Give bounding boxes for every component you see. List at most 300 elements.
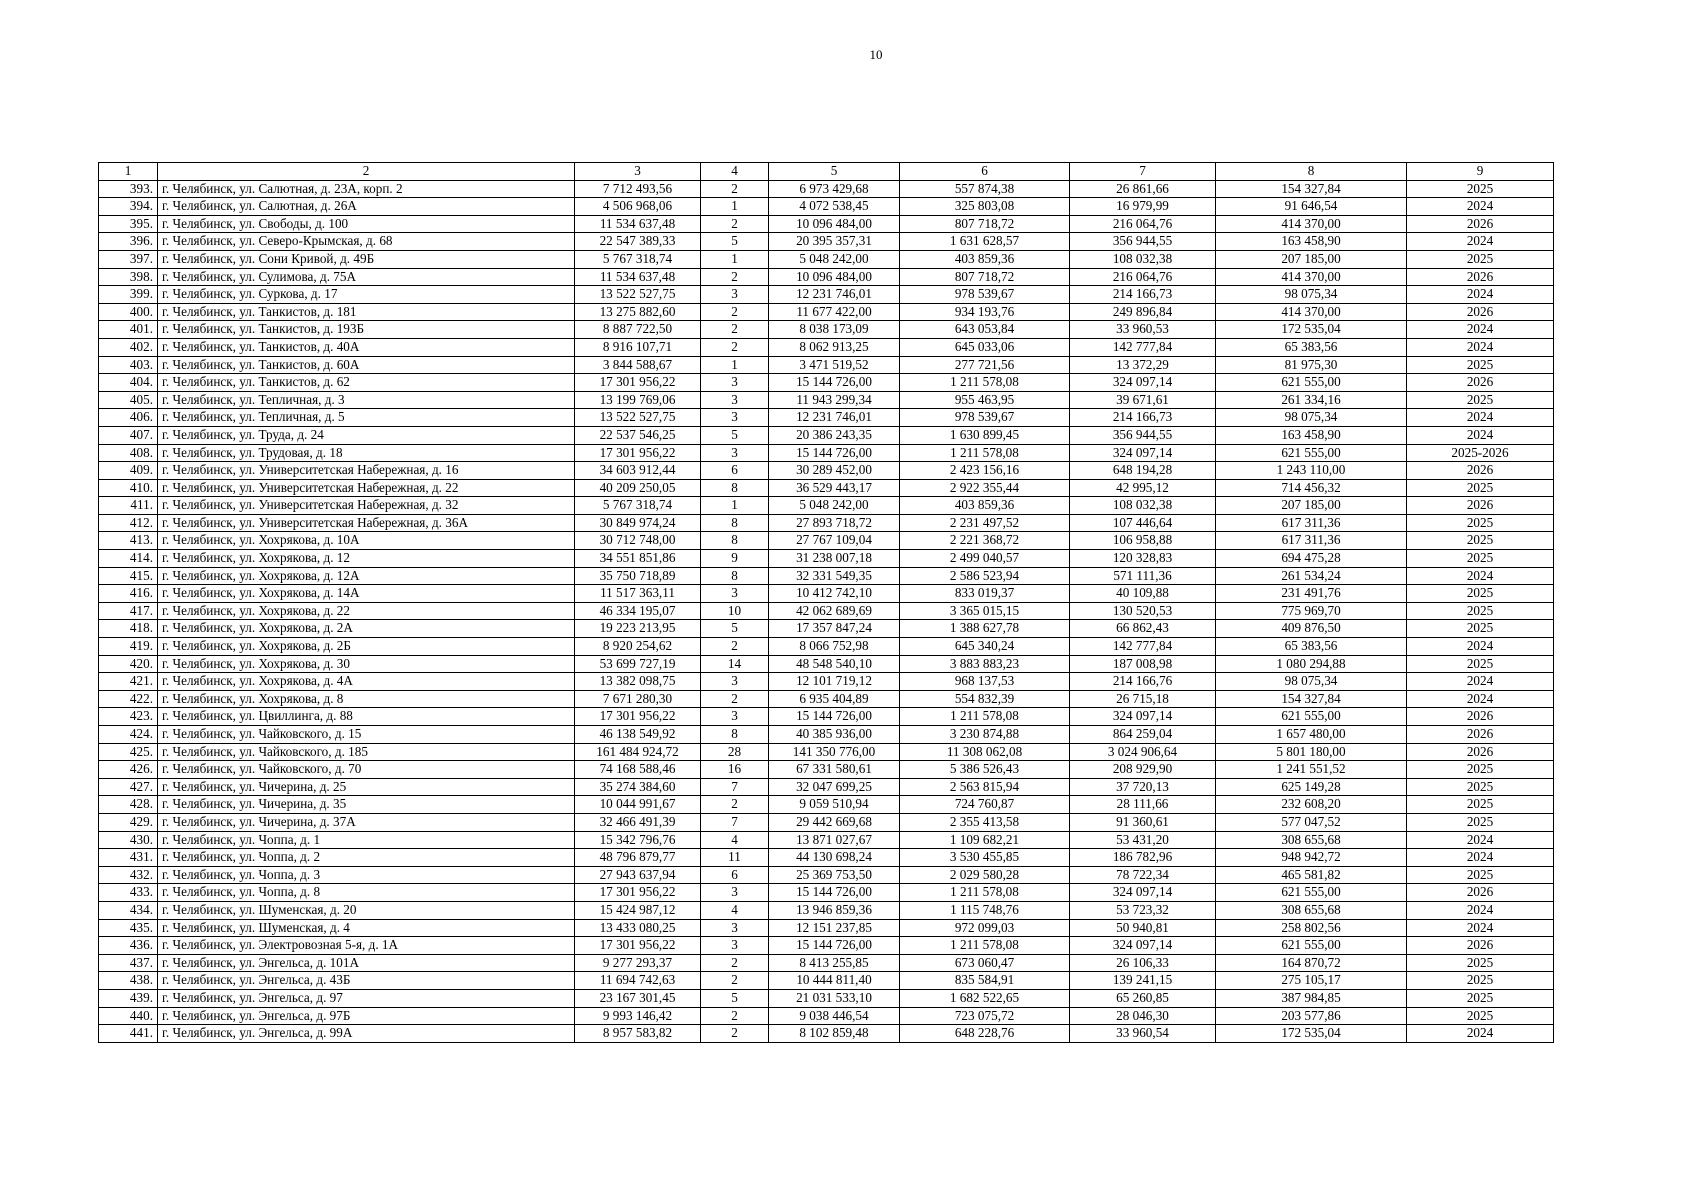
table-cell: 2	[701, 215, 769, 233]
table-row	[99, 233, 1554, 251]
table-cell: 27 893 718,72	[769, 514, 900, 532]
table-cell: 428.	[99, 796, 158, 814]
table-cell: 2	[701, 268, 769, 286]
table-row	[99, 479, 1554, 497]
table-cell: 972 099,03	[900, 919, 1070, 937]
table-row	[99, 1025, 1554, 1043]
table-row	[99, 250, 1554, 268]
table-cell: 2 355 413,58	[900, 813, 1070, 831]
table-row	[99, 866, 1554, 884]
table-cell: 424.	[99, 726, 158, 744]
table-cell: 120 328,83	[1070, 550, 1216, 568]
table-cell: 2026	[1407, 726, 1554, 744]
table-cell: 404.	[99, 374, 158, 392]
table-row	[99, 391, 1554, 409]
table-cell: г. Челябинск, ул. Чоппа, д. 2	[158, 849, 575, 867]
table-row	[99, 743, 1554, 761]
table-cell: 258 802,56	[1216, 919, 1407, 937]
table-cell: 2026	[1407, 268, 1554, 286]
table-cell: 98 075,34	[1216, 673, 1407, 691]
table-cell: 978 539,67	[900, 286, 1070, 304]
table-cell: 139 241,15	[1070, 972, 1216, 990]
table-cell: 434.	[99, 901, 158, 919]
table-cell: 406.	[99, 409, 158, 427]
table-cell: 724 760,87	[900, 796, 1070, 814]
table-cell: 5	[701, 989, 769, 1007]
table-cell: 398.	[99, 268, 158, 286]
table-row	[99, 602, 1554, 620]
table-cell: 3	[701, 919, 769, 937]
table-row	[99, 444, 1554, 462]
table-cell: 621 555,00	[1216, 937, 1407, 955]
table-cell: 11	[701, 849, 769, 867]
table-cell: 164 870,72	[1216, 954, 1407, 972]
table-cell: 3 024 906,64	[1070, 743, 1216, 761]
table-cell: 403 859,36	[900, 497, 1070, 515]
table-row	[99, 268, 1554, 286]
table-cell: 324 097,14	[1070, 884, 1216, 902]
table-cell: г. Челябинск, ул. Танкистов, д. 60А	[158, 356, 575, 374]
table-cell: г. Челябинск, ул. Танкистов, д. 62	[158, 374, 575, 392]
table-cell: г. Челябинск, ул. Энгельса, д. 43Б	[158, 972, 575, 990]
table-cell: 216 064,76	[1070, 268, 1216, 286]
table-cell: 16	[701, 761, 769, 779]
table-cell: 40 385 936,00	[769, 726, 900, 744]
table-cell: 7	[701, 778, 769, 796]
table-cell: 1 630 899,45	[900, 426, 1070, 444]
table-row	[99, 831, 1554, 849]
table-cell: 66 862,43	[1070, 620, 1216, 638]
table-cell: г. Челябинск, ул. Чайковского, д. 185	[158, 743, 575, 761]
table-cell: 397.	[99, 250, 158, 268]
table-cell: 275 105,17	[1216, 972, 1407, 990]
table-cell: 8	[701, 726, 769, 744]
table-cell: 978 539,67	[900, 409, 1070, 427]
table-cell: 78 722,34	[1070, 866, 1216, 884]
table-cell: 17 301 956,22	[575, 444, 701, 462]
table-cell: 2	[701, 1025, 769, 1043]
table-cell: 1 109 682,21	[900, 831, 1070, 849]
table-cell: 12 231 746,01	[769, 286, 900, 304]
table-cell: г. Челябинск, ул. Салютная, д. 26А	[158, 198, 575, 216]
table-cell: 106 958,88	[1070, 532, 1216, 550]
table-cell: 8 038 173,09	[769, 321, 900, 339]
table-cell: 26 106,33	[1070, 954, 1216, 972]
table-cell: 53 699 727,19	[575, 655, 701, 673]
table-row	[99, 321, 1554, 339]
table-row	[99, 972, 1554, 990]
table-cell: г. Челябинск, ул. Чичерина, д. 35	[158, 796, 575, 814]
table-cell: 9	[701, 550, 769, 568]
table-row	[99, 215, 1554, 233]
table-cell: 2 563 815,94	[900, 778, 1070, 796]
table-cell: 5 048 242,00	[769, 250, 900, 268]
column-header: 8	[1216, 163, 1407, 181]
table-cell: 3 844 588,67	[575, 356, 701, 374]
table-cell: г. Челябинск, ул. Хохрякова, д. 14А	[158, 585, 575, 603]
table-cell: г. Челябинск, ул. Тепличная, д. 5	[158, 409, 575, 427]
table-cell: 3	[701, 937, 769, 955]
table-cell: 617 311,36	[1216, 532, 1407, 550]
table-cell: 11 534 637,48	[575, 268, 701, 286]
table-cell: 2025	[1407, 655, 1554, 673]
table-cell: 30 712 748,00	[575, 532, 701, 550]
table-cell: 13 871 027,67	[769, 831, 900, 849]
table-cell: 10 444 811,40	[769, 972, 900, 990]
table-cell: 1	[701, 250, 769, 268]
table-cell: 2024	[1407, 849, 1554, 867]
table-cell: 3	[701, 444, 769, 462]
table-cell: 14	[701, 655, 769, 673]
table-cell: 419.	[99, 638, 158, 656]
table-cell: 20 386 243,35	[769, 426, 900, 444]
table-row	[99, 550, 1554, 568]
table-cell: 387 984,85	[1216, 989, 1407, 1007]
table-cell: 8 887 722,50	[575, 321, 701, 339]
table-cell: 65 383,56	[1216, 638, 1407, 656]
table-cell: 648 194,28	[1070, 462, 1216, 480]
table-cell: 261 334,16	[1216, 391, 1407, 409]
table-cell: 621 555,00	[1216, 884, 1407, 902]
table-cell: 414 370,00	[1216, 268, 1407, 286]
table-row	[99, 919, 1554, 937]
header-row	[99, 163, 1554, 181]
table-cell: 81 975,30	[1216, 356, 1407, 374]
table-cell: 4	[701, 901, 769, 919]
table-cell: 864 259,04	[1070, 726, 1216, 744]
table-cell: 67 331 580,61	[769, 761, 900, 779]
table-cell: 5	[701, 426, 769, 444]
table-cell: 554 832,39	[900, 690, 1070, 708]
table-cell: 557 874,38	[900, 180, 1070, 198]
table-cell: 2024	[1407, 901, 1554, 919]
table-cell: 356 944,55	[1070, 426, 1216, 444]
table-row	[99, 426, 1554, 444]
page-number: 10	[869, 47, 883, 62]
table-cell: 65 383,56	[1216, 338, 1407, 356]
table-cell: 401.	[99, 321, 158, 339]
table-cell: 203 577,86	[1216, 1007, 1407, 1025]
table-cell: 22 537 546,25	[575, 426, 701, 444]
table-cell: 8 102 859,48	[769, 1025, 900, 1043]
table-cell: 161 484 924,72	[575, 743, 701, 761]
table-cell: 7	[701, 813, 769, 831]
table-cell: 438.	[99, 972, 158, 990]
table-cell: 142 777,84	[1070, 638, 1216, 656]
table-cell: 8	[701, 514, 769, 532]
table-cell: 403.	[99, 356, 158, 374]
table-row	[99, 585, 1554, 603]
table-cell: 714 456,32	[1216, 479, 1407, 497]
table-cell: г. Челябинск, ул. Хохрякова, д. 12	[158, 550, 575, 568]
table-cell: г. Челябинск, ул. Хохрякова, д. 2Б	[158, 638, 575, 656]
table-cell: 12 101 719,12	[769, 673, 900, 691]
table-cell: 214 166,73	[1070, 409, 1216, 427]
table-cell: 2024	[1407, 567, 1554, 585]
table-cell: 35 274 384,60	[575, 778, 701, 796]
table-cell: 9 277 293,37	[575, 954, 701, 972]
table-cell: 214 166,76	[1070, 673, 1216, 691]
table-cell: 417.	[99, 602, 158, 620]
table-cell: 414.	[99, 550, 158, 568]
table-cell: 2025	[1407, 514, 1554, 532]
column-header: 3	[575, 163, 701, 181]
table-cell: 37 720,13	[1070, 778, 1216, 796]
table-cell: 27 943 637,94	[575, 866, 701, 884]
table-cell: 2	[701, 1007, 769, 1025]
table-cell: 11 308 062,08	[900, 743, 1070, 761]
table-row	[99, 690, 1554, 708]
table-cell: 8 066 752,98	[769, 638, 900, 656]
table-cell: 9 059 510,94	[769, 796, 900, 814]
table-cell: 409 876,50	[1216, 620, 1407, 638]
table-row	[99, 937, 1554, 955]
table-cell: 30 849 974,24	[575, 514, 701, 532]
table-cell: 2 231 497,52	[900, 514, 1070, 532]
table-cell: 5 767 318,74	[575, 250, 701, 268]
table-cell: 5 386 526,43	[900, 761, 1070, 779]
table-cell: 325 803,08	[900, 198, 1070, 216]
table-cell: 13 372,29	[1070, 356, 1216, 374]
table-cell: 11 677 422,00	[769, 303, 900, 321]
table-cell: 396.	[99, 233, 158, 251]
table-cell: 2 221 368,72	[900, 532, 1070, 550]
table-cell: 833 019,37	[900, 585, 1070, 603]
table-row	[99, 796, 1554, 814]
table-cell: 617 311,36	[1216, 514, 1407, 532]
table-cell: г. Челябинск, ул. Чоппа, д. 1	[158, 831, 575, 849]
table-cell: 44 130 698,24	[769, 849, 900, 867]
table-cell: 3 365 015,15	[900, 602, 1070, 620]
table-body	[99, 180, 1554, 1042]
table-cell: 423.	[99, 708, 158, 726]
column-header: 9	[1407, 163, 1554, 181]
table-cell: 429.	[99, 813, 158, 831]
table-cell: 645 033,06	[900, 338, 1070, 356]
registry-table	[98, 162, 1554, 1043]
table-cell: 439.	[99, 989, 158, 1007]
table-cell: г. Челябинск, ул. Сулимова, д. 75А	[158, 268, 575, 286]
table-cell: г. Челябинск, ул. Северо-Крымская, д. 68	[158, 233, 575, 251]
table-cell: 207 185,00	[1216, 250, 1407, 268]
table-cell: 172 535,04	[1216, 1025, 1407, 1043]
table-cell: 187 008,98	[1070, 655, 1216, 673]
table-cell: 2	[701, 180, 769, 198]
table-cell: 98 075,34	[1216, 286, 1407, 304]
table-cell: 50 940,81	[1070, 919, 1216, 937]
table-cell: 1 211 578,08	[900, 937, 1070, 955]
table-cell: 324 097,14	[1070, 937, 1216, 955]
table-cell: г. Челябинск, ул. Энгельса, д. 97Б	[158, 1007, 575, 1025]
table-cell: г. Челябинск, ул. Энгельса, д. 101А	[158, 954, 575, 972]
table-row	[99, 303, 1554, 321]
table-row	[99, 813, 1554, 831]
table-cell: г. Челябинск, ул. Хохрякова, д. 30	[158, 655, 575, 673]
table-cell: 394.	[99, 198, 158, 216]
table-cell: 2	[701, 690, 769, 708]
table-cell: 6	[701, 866, 769, 884]
table-cell: г. Челябинск, ул. Свободы, д. 100	[158, 215, 575, 233]
table-cell: 36 529 443,17	[769, 479, 900, 497]
table-cell: 3	[701, 585, 769, 603]
table-cell: 208 929,90	[1070, 761, 1216, 779]
table-cell: 5	[701, 620, 769, 638]
table-row	[99, 726, 1554, 744]
table-cell: 98 075,34	[1216, 409, 1407, 427]
table-cell: г. Челябинск, ул. Энгельса, д. 97	[158, 989, 575, 1007]
table-cell: 108 032,38	[1070, 250, 1216, 268]
column-header: 7	[1070, 163, 1216, 181]
table-cell: 393.	[99, 180, 158, 198]
table-cell: 395.	[99, 215, 158, 233]
table-row	[99, 338, 1554, 356]
table-cell: 3	[701, 391, 769, 409]
table-cell: 34 551 851,86	[575, 550, 701, 568]
table-cell: 2 423 156,16	[900, 462, 1070, 480]
table-row	[99, 180, 1554, 198]
table-cell: 2026	[1407, 462, 1554, 480]
table-cell: г. Челябинск, ул. Сони Кривой, д. 49Б	[158, 250, 575, 268]
table-cell: г. Челябинск, ул. Университетская Набережная, д. 22	[158, 479, 575, 497]
table-cell: 34 603 912,44	[575, 462, 701, 480]
table-cell: 415.	[99, 567, 158, 585]
table-cell: 694 475,28	[1216, 550, 1407, 568]
table-cell: 32 047 699,25	[769, 778, 900, 796]
table-cell: 422.	[99, 690, 158, 708]
table-cell: 33 960,54	[1070, 1025, 1216, 1043]
table-row	[99, 514, 1554, 532]
table-cell: г. Челябинск, ул. Чичерина, д. 37А	[158, 813, 575, 831]
table-cell: г. Челябинск, ул. Чоппа, д. 8	[158, 884, 575, 902]
table-cell: г. Челябинск, ул. Салютная, д. 23А, корп. 2	[158, 180, 575, 198]
table-cell: 621 555,00	[1216, 444, 1407, 462]
table-cell: г. Челябинск, ул. Шуменская, д. 4	[158, 919, 575, 937]
table-cell: 435.	[99, 919, 158, 937]
table-cell: 2024	[1407, 321, 1554, 339]
table-cell: 5 801 180,00	[1216, 743, 1407, 761]
table-cell: г. Челябинск, ул. Университетская Набережная, д. 16	[158, 462, 575, 480]
table-row	[99, 673, 1554, 691]
table-cell: 154 327,84	[1216, 690, 1407, 708]
table-cell: 418.	[99, 620, 158, 638]
table-cell: 46 334 195,07	[575, 602, 701, 620]
table-cell: 2024	[1407, 338, 1554, 356]
table-cell: 420.	[99, 655, 158, 673]
table-cell: 2025	[1407, 479, 1554, 497]
table-cell: 39 671,61	[1070, 391, 1216, 409]
table-cell: 1 243 110,00	[1216, 462, 1407, 480]
table-cell: 2025	[1407, 532, 1554, 550]
table-cell: 16 979,99	[1070, 198, 1216, 216]
table-cell: г. Челябинск, ул. Чоппа, д. 3	[158, 866, 575, 884]
table-cell: 261 534,24	[1216, 567, 1407, 585]
table-cell: 21 031 533,10	[769, 989, 900, 1007]
table-cell: 407.	[99, 426, 158, 444]
table-row	[99, 1007, 1554, 1025]
table-cell: 308 655,68	[1216, 901, 1407, 919]
table-cell: 19 223 213,95	[575, 620, 701, 638]
table-cell: г. Челябинск, ул. Хохрякова, д. 12А	[158, 567, 575, 585]
table-cell: 1 631 628,57	[900, 233, 1070, 251]
table-cell: 399.	[99, 286, 158, 304]
table-cell: 28	[701, 743, 769, 761]
table-cell: 2024	[1407, 426, 1554, 444]
table-cell: 46 138 549,92	[575, 726, 701, 744]
table-cell: г. Челябинск, ул. Университетская Набережная, д. 32	[158, 497, 575, 515]
table-cell: 411.	[99, 497, 158, 515]
table-cell: 130 520,53	[1070, 602, 1216, 620]
table-cell: 2026	[1407, 884, 1554, 902]
table-cell: г. Челябинск, ул. Энгельса, д. 99А	[158, 1025, 575, 1043]
table-row	[99, 655, 1554, 673]
table-cell: 107 446,64	[1070, 514, 1216, 532]
table-cell: г. Челябинск, ул. Танкистов, д. 181	[158, 303, 575, 321]
table-cell: 2025-2026	[1407, 444, 1554, 462]
table-cell: 4 506 968,06	[575, 198, 701, 216]
table-cell: 26 715,18	[1070, 690, 1216, 708]
table-cell: 416.	[99, 585, 158, 603]
table-cell: г. Челябинск, ул. Чайковского, д. 15	[158, 726, 575, 744]
table-cell: 15 144 726,00	[769, 444, 900, 462]
table-cell: 955 463,95	[900, 391, 1070, 409]
table-cell: 10 412 742,10	[769, 585, 900, 603]
table-row	[99, 620, 1554, 638]
table-cell: г. Челябинск, ул. Шуменская, д. 20	[158, 901, 575, 919]
table-cell: 231 491,76	[1216, 585, 1407, 603]
table-cell: 42 995,12	[1070, 479, 1216, 497]
table-cell: 163 458,90	[1216, 426, 1407, 444]
table-cell: 17 301 956,22	[575, 937, 701, 955]
table-cell: 10 096 484,00	[769, 215, 900, 233]
table-cell: 6 973 429,68	[769, 180, 900, 198]
table-cell: г. Челябинск, ул. Тепличная, д. 3	[158, 391, 575, 409]
column-header: 4	[701, 163, 769, 181]
table-cell: 15 144 726,00	[769, 708, 900, 726]
table-row	[99, 778, 1554, 796]
table-cell: 3 883 883,23	[900, 655, 1070, 673]
table-cell: 2024	[1407, 919, 1554, 937]
table-cell: 4	[701, 831, 769, 849]
table-cell: 621 555,00	[1216, 708, 1407, 726]
table-cell: 91 646,54	[1216, 198, 1407, 216]
table-cell: 437.	[99, 954, 158, 972]
table-cell: 2024	[1407, 409, 1554, 427]
table-cell: 431.	[99, 849, 158, 867]
table-cell: 440.	[99, 1007, 158, 1025]
table-cell: 643 053,84	[900, 321, 1070, 339]
table-row	[99, 761, 1554, 779]
column-header: 2	[158, 163, 575, 181]
table-cell: 6 935 404,89	[769, 690, 900, 708]
table-cell: г. Челябинск, ул. Хохрякова, д. 8	[158, 690, 575, 708]
table-cell: 2025	[1407, 778, 1554, 796]
table-cell: 2025	[1407, 585, 1554, 603]
table-cell: 40 109,88	[1070, 585, 1216, 603]
table-cell: 2 922 355,44	[900, 479, 1070, 497]
table-cell: 9 993 146,42	[575, 1007, 701, 1025]
table-cell: 934 193,76	[900, 303, 1070, 321]
table-cell: 13 522 527,75	[575, 409, 701, 427]
table-cell: 28 111,66	[1070, 796, 1216, 814]
table-cell: 2025	[1407, 602, 1554, 620]
table-cell: 32 331 549,35	[769, 567, 900, 585]
table-cell: 10 096 484,00	[769, 268, 900, 286]
table-cell: 13 199 769,06	[575, 391, 701, 409]
table-cell: 42 062 689,69	[769, 602, 900, 620]
table-cell: 2	[701, 338, 769, 356]
table-cell: г. Челябинск, ул. Суркова, д. 17	[158, 286, 575, 304]
table-row	[99, 409, 1554, 427]
